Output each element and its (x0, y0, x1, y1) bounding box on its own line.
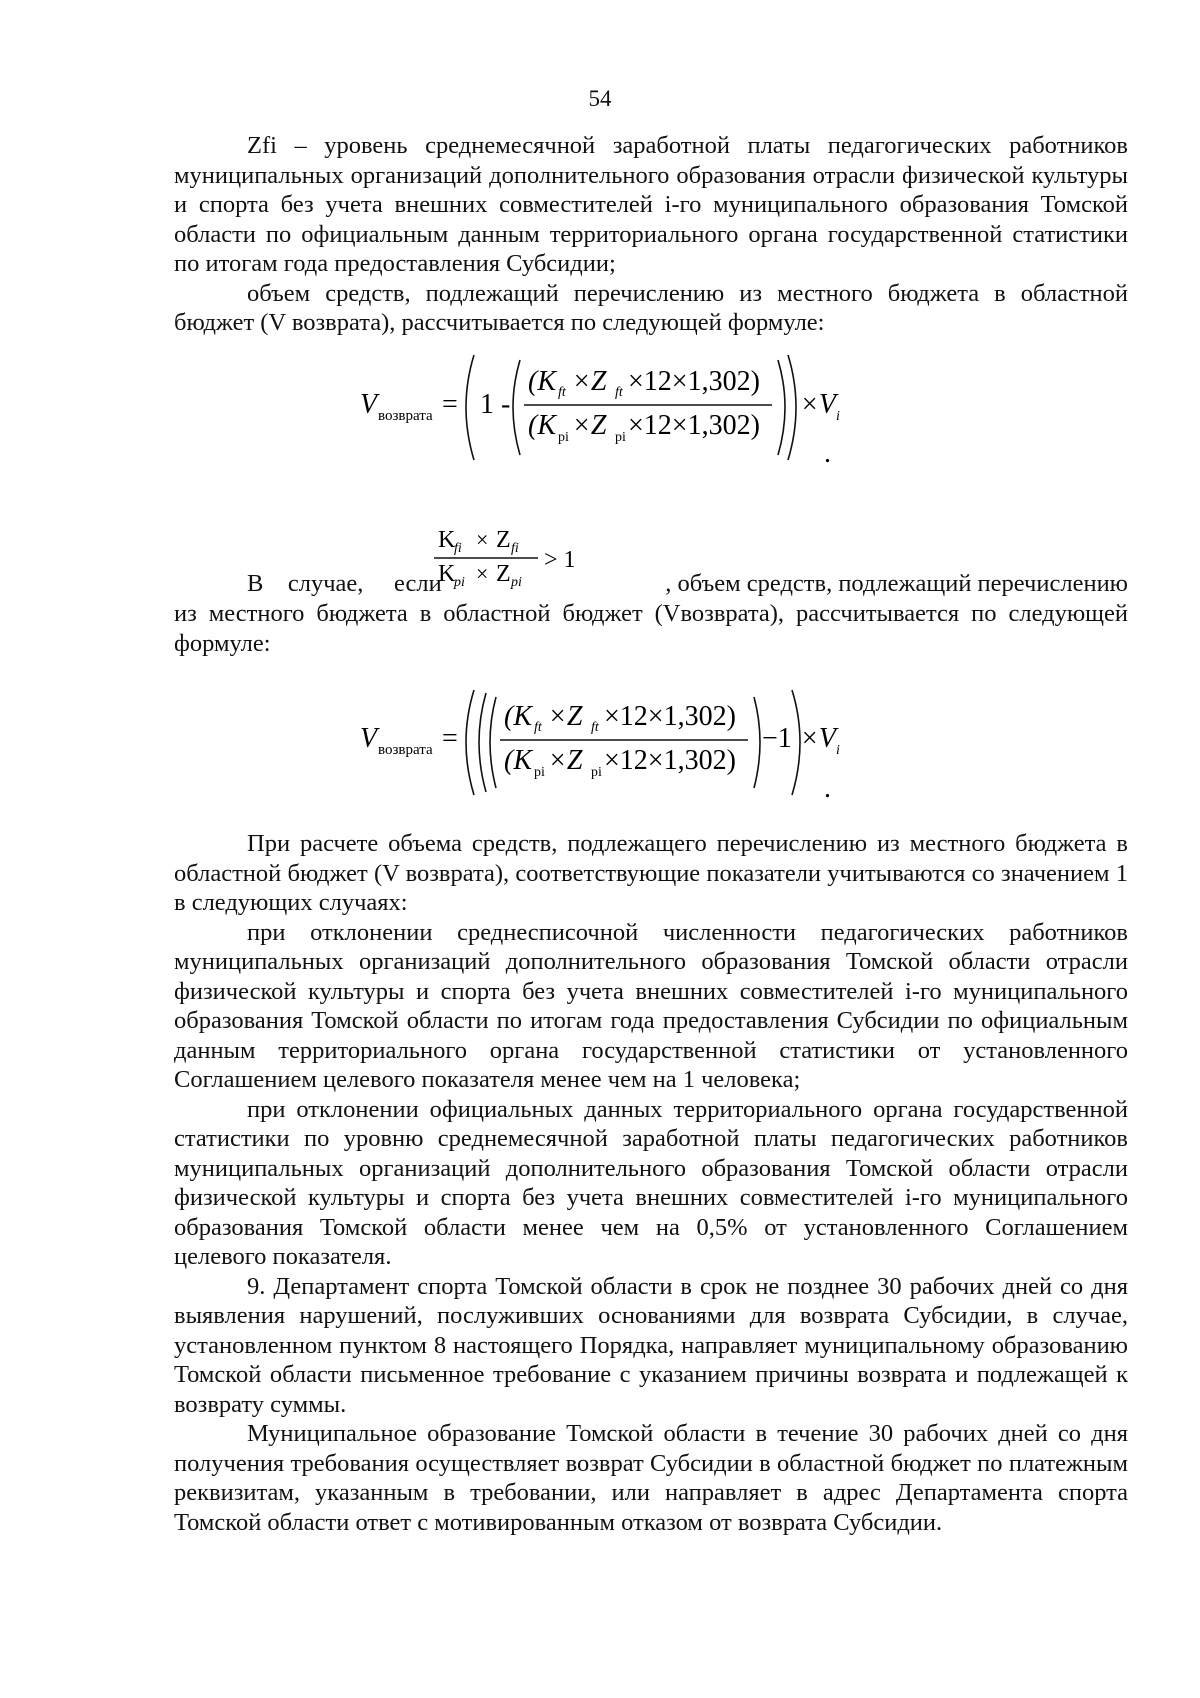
paragraph-calculation-cases: При расчете объема средств, подлежащего перечислению из местного бюджета в областной бюджет (V возврата), соответствующие показатели учитываются со значением 1 в следующих случаях: (174, 830, 1128, 916)
f1-period: . (824, 438, 831, 469)
paragraph-item-9: 9. Департамент спорта Томской области в срок не позднее 30 рабочих дней со дня выявления нарушений, послуживших основаниями для возврата Субсидии, в случае, установленном пунктом 8 настоящего Порядка, направляет муниципальному образованию Томской области письменное требование с указанием причины возврата и подлежащей к возврату суммы. (174, 1272, 1128, 1418)
paragraph-volume-formula-intro: объем средств, подлежащий перечислению из местного бюджета в областной бюджет (V возврата), рассчитывается по следующей формуле: (174, 279, 1128, 336)
f2-num-k: (K (504, 701, 532, 732)
condition-fraction (432, 519, 612, 596)
f2-num-tail: ×12×1,302) (604, 701, 736, 732)
f2-lhs-var: V (360, 723, 378, 754)
cond-num-times: × (476, 527, 489, 552)
f2-times-v: ×V (800, 723, 836, 754)
cond-num-k: K (438, 527, 456, 553)
f2-mid-paren-left (479, 693, 486, 792)
cond-den-k-sub: pi (454, 575, 465, 590)
f1-one-minus: 1 - (480, 389, 511, 420)
f2-den-k: (K (504, 745, 532, 776)
f2-minus-one: −1 (762, 723, 792, 754)
f2-lhs-sub: возврата (378, 742, 433, 758)
f1-outer-paren-right (788, 355, 796, 460)
condition-suffix: , объем средств, подлежащий перечислению (665, 570, 1128, 597)
cond-num-z: Z (496, 527, 511, 553)
f2-den-sub-pi: pi (534, 765, 545, 780)
f2-inner-paren-right (754, 697, 760, 788)
f1-den-sub-pi: pi (558, 430, 569, 445)
f1-inner-paren-left (513, 360, 520, 455)
cond-den-times: × (476, 561, 489, 586)
f2-den-sub-pi2: pi (591, 765, 602, 780)
f2-inner-paren-left (490, 697, 496, 788)
cond-den-z-sub: pi (511, 575, 522, 590)
page-number: 54 (588, 86, 612, 111)
f2-outer-paren-right (792, 690, 800, 795)
f2-v-sub: i (836, 743, 840, 758)
f2-num-sub-ft: ft (534, 720, 542, 735)
f1-num-sub-ft: ft (558, 385, 566, 400)
f1-outer-paren-left (466, 355, 474, 460)
f2-den-tail: ×12×1,302) (604, 745, 736, 776)
paragraph-zfi-definition: Zfi – уровень среднемесячной заработной платы педагогических работников муниципальных организаций дополнительного образования отрасли физической культуры и спорта без учета внешних совместителей i-го муниципального образования Томской области по официальным данным территориального органа государственной статистики по итогам года предоставления Субсидии; (174, 132, 1128, 277)
cond-den-z: Z (496, 561, 511, 587)
f1-den-z: ×Z (572, 410, 607, 441)
f2-den-z: ×Z (548, 745, 583, 776)
f2-period: . (824, 773, 831, 804)
text-block-condition-cont (174, 599, 1128, 658)
f2-outer-paren-left (466, 690, 474, 795)
cond-num-z-sub: fi (511, 541, 519, 556)
paragraph-case-headcount: при отклонении среднесписочной численности педагогических работников муниципальных организаций дополнительного образования Томской области отрасли физической культуры и спорта без учета внешних совместителей i-го муниципального образования Томской области по итогам года предоставления Субсидии по официальным данным территориального органа государственной статистики от установленного Соглашением целевого показателя менее чем на 1 человека; (174, 918, 1128, 1093)
cond-greater-than-one: > 1 (544, 547, 576, 573)
f1-num-tail: ×12×1,302) (628, 366, 760, 397)
f1-v-sub: i (836, 409, 840, 424)
condition-prefix: В случае, если (247, 570, 442, 597)
formula-return-volume-1 (360, 350, 840, 469)
paragraph-condition-continuation: из местного бюджета в областной бюджет (Vвозврата), рассчитывается по следующей формуле: (174, 600, 1128, 657)
f1-den-k: (K (528, 410, 556, 441)
f1-inner-paren-right (778, 360, 785, 455)
formula-return-volume-2 (360, 685, 840, 804)
f1-lhs-var: V (360, 389, 378, 420)
text-block-intro (174, 131, 1128, 338)
text-block-main (174, 829, 1128, 1537)
f2-equals: = (442, 723, 458, 754)
cond-den-k: K (438, 561, 456, 587)
f1-num-z: ×Z (572, 366, 607, 397)
f1-den-tail: ×12×1,302) (628, 410, 760, 441)
f1-lhs-sub: возврата (378, 408, 433, 424)
f1-num-sub-ft2: ft (615, 385, 623, 400)
paragraph-case-salary: при отклонении официальных данных территориального органа государственной статистики по уровню среднемесячной заработной платы педагогических работников муниципальных организаций дополнительного образования Томской области отрасли физической культуры и спорта без учета внешних совместителей i-го муниципального образования Томской области менее чем на 0,5% от установленного Соглашением целевого показателя. (174, 1095, 1128, 1270)
f1-times-v: ×V (800, 389, 836, 420)
paragraph-municipal-return: Муниципальное образование Томской области в течение 30 рабочих дней со дня получения требования осуществляет возврат Субсидии в областной бюджет по платежным реквизитам, указанным в требовании, или направляет в адрес Департамента спорта Томской области ответ с мотивированным отказом от возврата Субсидии. (174, 1420, 1128, 1536)
cond-num-k-sub: fi (454, 541, 462, 556)
f2-num-sub-ft2: ft (591, 720, 599, 735)
f1-equals: = (442, 389, 458, 420)
f2-num-z: ×Z (548, 701, 583, 732)
f1-den-sub-pi2: pi (615, 430, 626, 445)
f1-num-k: (K (528, 366, 556, 397)
